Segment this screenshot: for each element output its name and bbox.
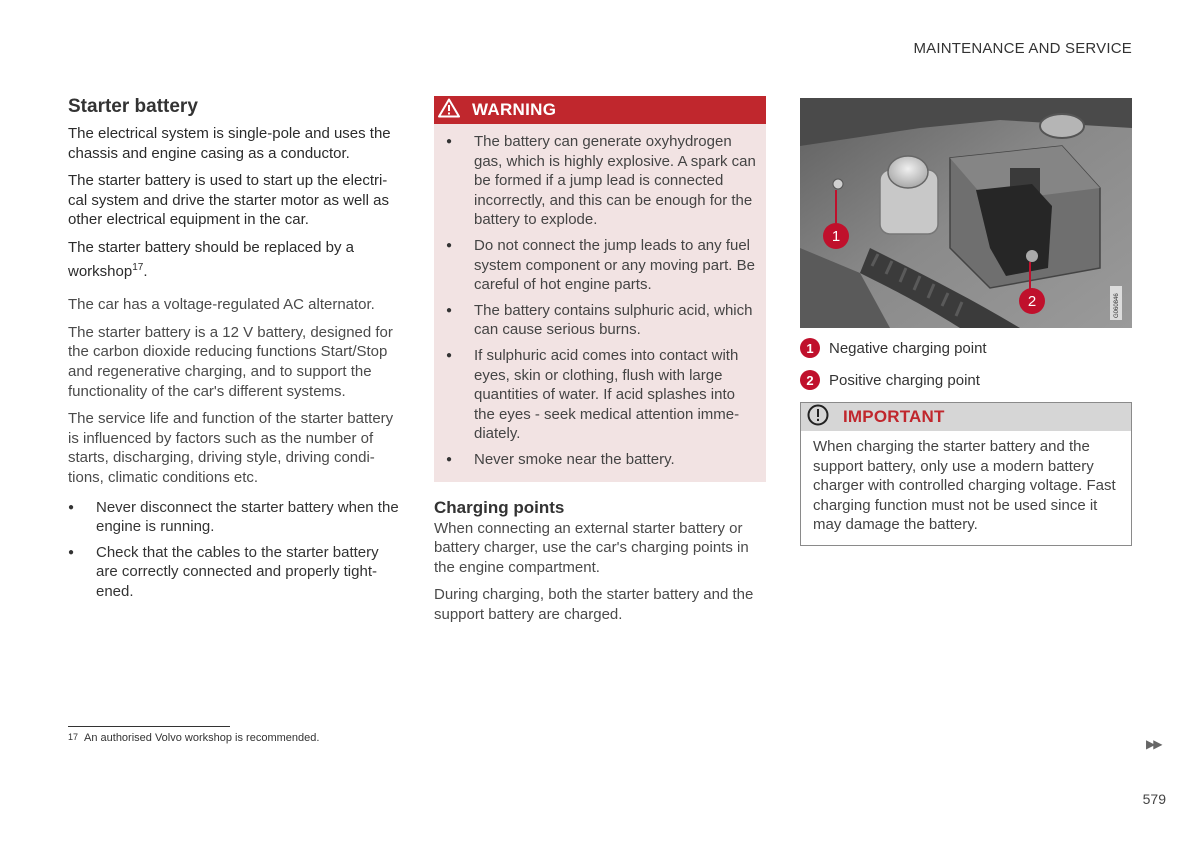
footnote-text: An authorised Volvo workshop is recommended. [84, 732, 320, 744]
column-figure-important [800, 98, 1132, 546]
figure-legend [800, 338, 1132, 390]
list-item: ● Never disconnect the starter battery when the engine is running. [68, 498, 400, 537]
paragraph: The service life and function of the starter battery is influenced by factors such as the number of starts, discharging, driving style, driving condi-tions, climatic conditions etc. [68, 410, 394, 486]
legend-label: Negative charging point [829, 339, 987, 357]
legend-item-positive [800, 370, 1132, 390]
section-header: MAINTENANCE AND SERVICE [913, 40, 1132, 57]
paragraph: The starter battery is used to start up the electri-cal system and drive the starter motor as well as other electrical equipment in the car. [68, 172, 389, 229]
paragraph: The car has a voltage-regulated AC alternator. [68, 296, 375, 314]
legend-number-badge: 1 [800, 338, 820, 358]
paragraph-replace [68, 238, 400, 281]
important-box [800, 402, 1132, 546]
list-item: ● The battery contains sulphuric acid, which can cause serious burns. [446, 301, 756, 340]
footnote-reference[interactable]: 17 [132, 261, 144, 273]
section-title-charging-points: Charging points [434, 497, 565, 517]
paragraph-end: . [143, 262, 148, 280]
callout-1: 1 [831, 228, 841, 245]
legend-label: Positive charging point [829, 371, 980, 389]
important-header [801, 403, 1131, 431]
image-code: G060846 [1114, 293, 1120, 318]
important-text: When charging the starter battery and the support battery, only use a modern battery charger with controlled charging voltage. Fast charging function must not be used since it may damage the battery. [813, 438, 1116, 534]
paragraph: During charging, both the starter battery and the support battery are charged. [434, 586, 754, 623]
warning-triangle-icon [438, 98, 460, 123]
column-warning-charging [434, 96, 766, 632]
double-triangle-right-icon[interactable]: ▶▶ [1146, 737, 1161, 751]
exclamation-circle-icon [807, 404, 829, 431]
paragraph-text: The starter battery should be replaced by a workshop [68, 238, 354, 280]
page-number: 579 [1142, 791, 1166, 807]
warning-label: WARNING [472, 100, 557, 119]
list-item: ● If sulphuric acid comes into contact with eyes, skin or clothing, flush with large quantities of water. If acid splashes into the eyes - seek medical attention imme-diately. [446, 346, 756, 444]
legend-number-badge: 2 [800, 370, 820, 390]
list-item: ● Never smoke near the battery. [446, 450, 756, 470]
list-item: ● Check that the cables to the starter battery are correctly connected and properly tight-ened. [68, 543, 400, 602]
bullet-list [68, 498, 400, 602]
footnote-divider [68, 726, 230, 727]
warning-header [434, 96, 766, 124]
list-item: ● The battery can generate oxyhydrogen gas, which is highly explosive. A spark can be formed if a jump lead is connected incorrectly, and this can be enough for the battery to explode. [446, 132, 756, 230]
engine-compartment-image [800, 98, 1132, 328]
legend-item-negative [800, 338, 1132, 358]
warning-list [434, 124, 766, 470]
warning-box [434, 96, 766, 482]
paragraph: When connecting an external starter battery or battery charger, use the car's charging points in the engine compartment. [434, 519, 749, 576]
paragraph: The electrical system is single-pole and uses the chassis and engine casing as a conductor. [68, 125, 391, 162]
important-label: IMPORTANT [843, 407, 945, 426]
footnote-number: 17 [68, 732, 79, 742]
paragraph: The starter battery is a 12 V battery, designed for the carbon dioxide reducing functions Start/Stop and regenerative charging, and to support the functionality of the car's different systems. [68, 323, 393, 400]
column-starter-battery [68, 96, 400, 607]
list-item: ● Do not connect the jump leads to any fuel system component or any moving part. Be careful of hot engine parts. [446, 236, 756, 295]
footnote [68, 732, 319, 744]
section-title-starter-battery: Starter battery [68, 96, 198, 117]
callout-2: 2 [1027, 293, 1037, 310]
